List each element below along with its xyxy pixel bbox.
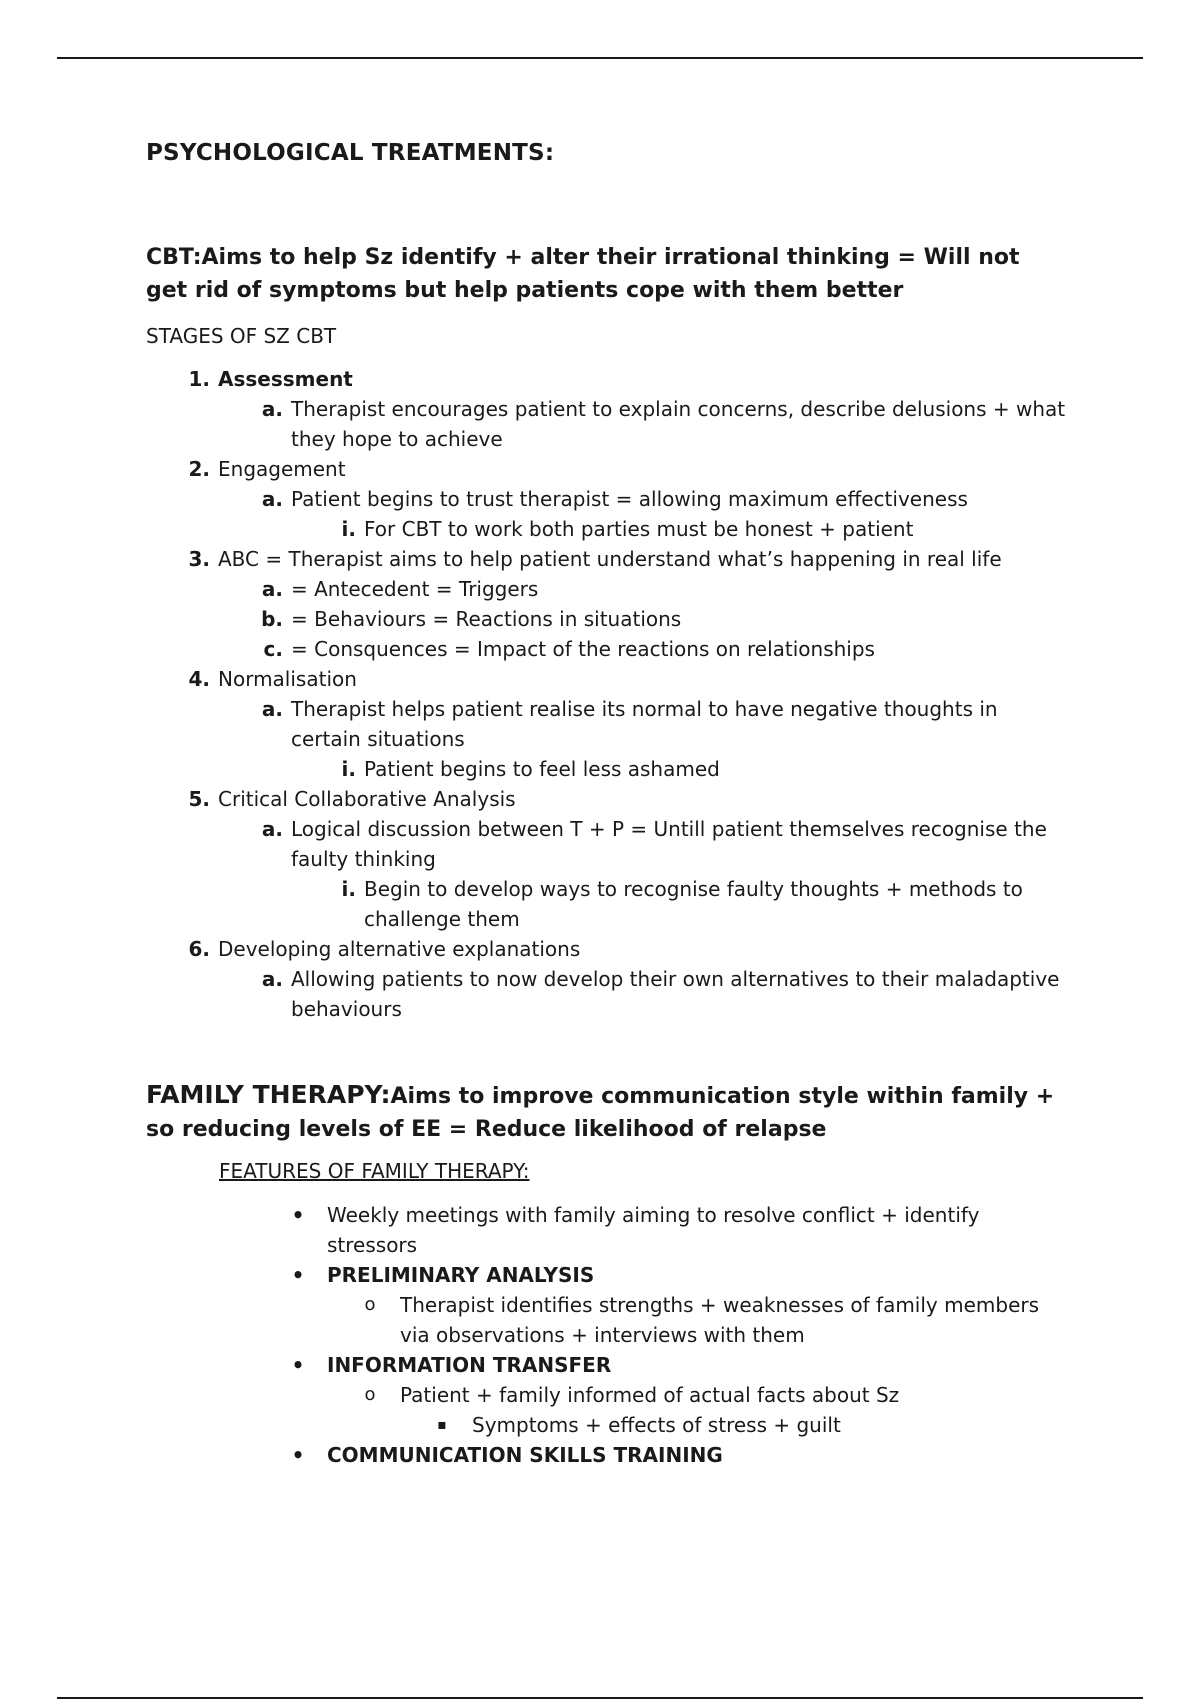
list-item: [146, 1200, 1066, 1260]
list-item: [146, 934, 1066, 964]
list-item: [146, 784, 1066, 814]
list-marker: c.: [263, 637, 283, 661]
list-marker: 5.: [188, 787, 210, 811]
list-item-text: Critical Collaborative Analysis: [218, 787, 516, 811]
list-item-text: Developing alternative explanations: [218, 937, 581, 961]
list-marker: o: [364, 1294, 376, 1315]
list-item-text: COMMUNICATION SKILLS TRAINING: [327, 1443, 723, 1467]
list-item: [146, 694, 1066, 754]
list-item-text: For CBT to work both parties must be honest + patient: [364, 517, 914, 541]
list-item: [146, 664, 1066, 694]
list-item-text: Therapist encourages patient to explain concerns, describe delusions + what they hope to achieve: [291, 397, 1066, 451]
family-features-title: FEATURES OF FAMILY THERAPY:: [219, 1159, 530, 1183]
cbt-stages-title: STAGES OF SZ CBT: [146, 324, 337, 348]
list-item: [146, 394, 1066, 454]
list-item-text: Therapist helps patient realise its normal to have negative thoughts in certain situations: [291, 697, 998, 751]
list-item: [146, 364, 1066, 394]
document-page: [146, 140, 1066, 1470]
list-item-text: INFORMATION TRANSFER: [327, 1353, 612, 1377]
family-therapy-heading: [146, 1078, 1066, 1146]
cbt-stages-list: [146, 364, 1066, 1024]
list-item: [146, 1350, 1066, 1380]
list-marker: a.: [261, 817, 283, 841]
cbt-heading: CBT:Aims to help Sz identify + alter their irrational thinking = Will not get rid of symptoms but help patients cope with them better: [146, 245, 1020, 303]
list-item-text: Symptoms + effects of stress + guilt: [472, 1413, 841, 1437]
list-item-text: Logical discussion between T + P = Untill patient themselves recognise the faulty thinking: [291, 817, 1047, 871]
list-marker: a.: [261, 487, 283, 511]
list-marker: 1.: [188, 367, 210, 391]
list-item-text: = Behaviours = Reactions in situations: [291, 607, 682, 631]
list-item: [146, 604, 1066, 634]
list-item: [146, 1380, 1066, 1410]
list-item-text: Begin to develop ways to recognise faulty thoughts + methods to challenge them: [364, 877, 1023, 931]
list-item-text: Normalisation: [218, 667, 357, 691]
list-item-text: ABC = Therapist aims to help patient understand what’s happening in real life: [218, 547, 1002, 571]
family-therapy-heading-rest: Aims to improve communication style within family + so reducing levels of EE = Reduce likelihood of relapse: [146, 1084, 1055, 1142]
list-item: [146, 754, 1066, 784]
list-item-text: Assessment: [218, 367, 353, 391]
list-item-text: PRELIMINARY ANALYSIS: [327, 1263, 595, 1287]
list-marker: •: [291, 1353, 305, 1377]
list-marker: ▪: [437, 1417, 447, 1433]
list-item: [146, 1410, 1066, 1440]
list-item: [146, 634, 1066, 664]
page-title: PSYCHOLOGICAL TREATMENTS:: [146, 140, 555, 166]
list-item-text: = Consquences = Impact of the reactions on relationships: [291, 637, 875, 661]
list-item: [146, 964, 1066, 1024]
list-item-text: Allowing patients to now develop their own alternatives to their maladaptive behaviours: [291, 967, 1060, 1021]
list-marker: b.: [261, 607, 283, 631]
list-item: [146, 514, 1066, 544]
list-item: [146, 454, 1066, 484]
list-item: [146, 814, 1066, 874]
header-rule: [57, 57, 1143, 59]
list-item-text: Engagement: [218, 457, 346, 481]
list-item: [146, 574, 1066, 604]
list-marker: 4.: [188, 667, 210, 691]
list-item-text: Patient + family informed of actual facts about Sz: [400, 1383, 900, 1407]
list-marker: •: [291, 1443, 305, 1467]
list-item-text: Weekly meetings with family aiming to resolve conflict + identify stressors: [327, 1203, 980, 1257]
list-marker: a.: [261, 967, 283, 991]
list-item: [146, 544, 1066, 574]
family-therapy-heading-lead: FAMILY THERAPY:: [146, 1080, 391, 1109]
list-marker: i.: [341, 757, 356, 781]
list-item-text: = Antecedent = Triggers: [291, 577, 539, 601]
list-marker: o: [364, 1384, 376, 1405]
list-marker: a.: [261, 397, 283, 421]
list-marker: a.: [261, 577, 283, 601]
list-item: [146, 1290, 1066, 1350]
list-item: [146, 1260, 1066, 1290]
footer-rule: [57, 1697, 1143, 1699]
list-item: [146, 484, 1066, 514]
list-item-text: Patient begins to feel less ashamed: [364, 757, 720, 781]
list-marker: 6.: [188, 937, 210, 961]
family-features-list: [146, 1200, 1066, 1470]
list-marker: i.: [341, 517, 356, 541]
list-marker: i.: [341, 877, 356, 901]
list-marker: 2.: [188, 457, 210, 481]
list-marker: •: [291, 1263, 305, 1287]
list-item: [146, 874, 1066, 934]
list-item-text: Patient begins to trust therapist = allowing maximum effectiveness: [291, 487, 968, 511]
list-item: [146, 1440, 1066, 1470]
list-marker: •: [291, 1203, 305, 1227]
list-marker: 3.: [188, 547, 210, 571]
list-marker: a.: [261, 697, 283, 721]
list-item-text: Therapist identifies strengths + weaknesses of family members via observations + interviews with them: [400, 1293, 1040, 1347]
